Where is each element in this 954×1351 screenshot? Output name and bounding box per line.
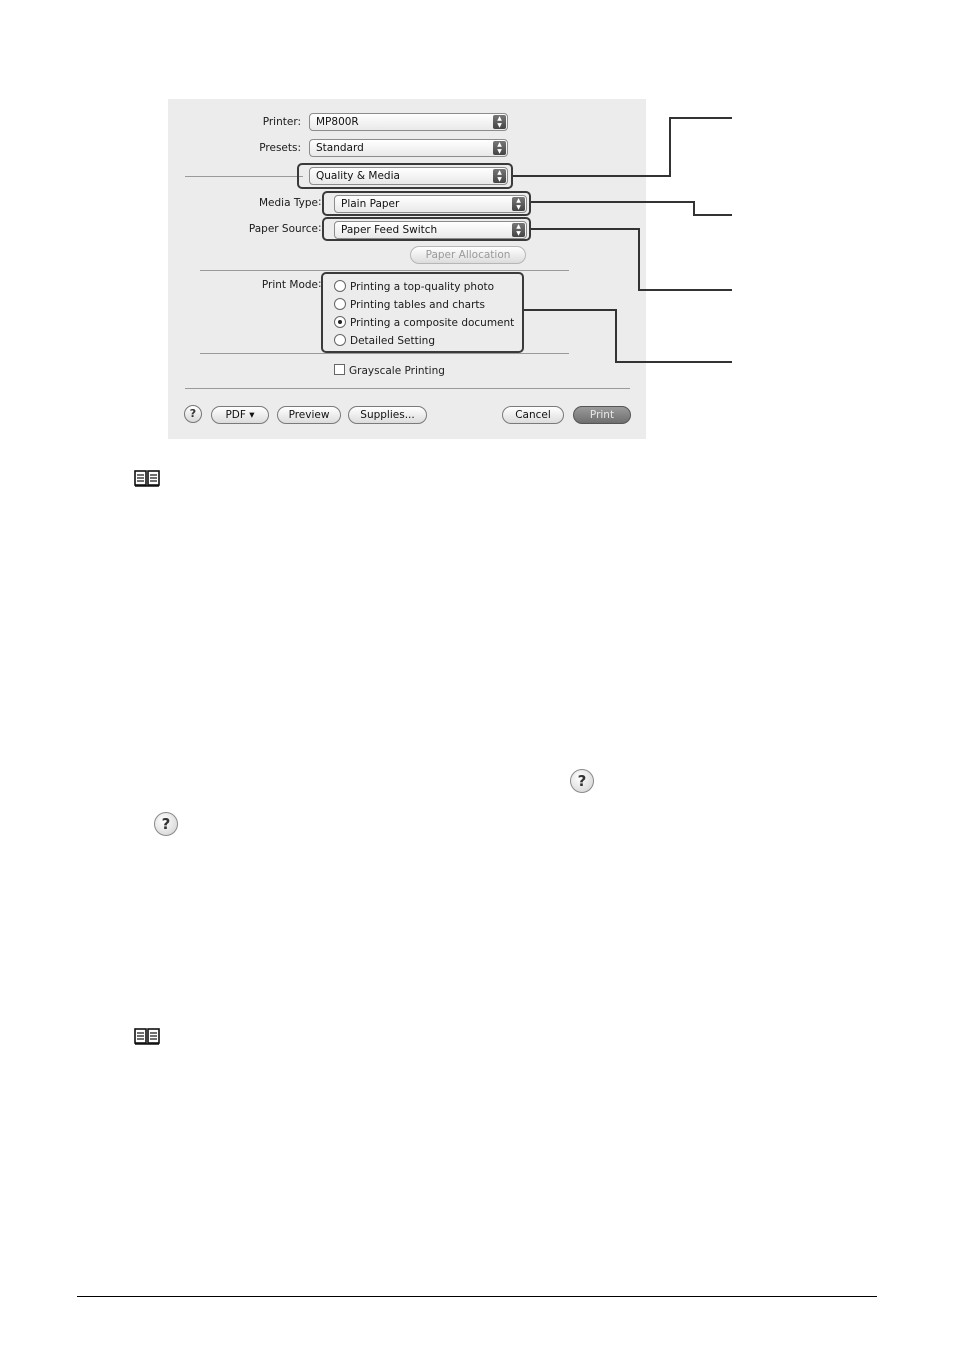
page-footer-rule [77,1296,877,1297]
checkbox-icon [334,364,345,375]
callout-line [513,175,670,177]
section-divider-bottom [200,353,569,354]
grayscale-label: Grayscale Printing [349,365,445,377]
callout-line [638,289,732,291]
popup-arrows-icon: ▲ ▼ [512,197,525,211]
radio-label: Detailed Setting [350,335,435,347]
pdf-button[interactable]: PDF ▾ [211,406,269,424]
paper-allocation-button[interactable]: Paper Allocation [410,246,526,264]
printer-value: MP800R [316,116,359,128]
panel-value: Quality & Media [316,170,400,182]
grayscale-checkbox[interactable] [334,364,445,377]
presets-popup[interactable] [309,139,508,157]
media-type-value: Plain Paper [341,198,400,210]
print-mode-highlight [321,272,524,353]
presets-label: Presets: [259,142,301,154]
media-type-label: Media Type [259,197,318,209]
radio-label: Printing a composite document [350,317,515,329]
panel-highlight [297,163,513,189]
cancel-button[interactable]: Cancel [502,406,564,424]
paper-source-value: Paper Feed Switch [341,224,438,236]
printer-popup[interactable] [309,113,508,131]
callout-line [669,117,732,119]
panel-divider-left [185,176,303,177]
callout-line [638,228,640,291]
callout-line [531,228,640,230]
callout-line [531,201,695,203]
popup-arrows-icon: ▲ ▼ [512,223,525,237]
paper-source-colon: : [318,222,322,234]
note-book-icon [134,470,160,487]
paper-source-highlight [322,217,531,241]
radio-label: Printing a top-quality photo [350,281,495,293]
media-type-highlight [322,191,531,216]
help-icon: ? [570,769,594,793]
supplies-button[interactable]: Supplies... [348,406,427,424]
print-button[interactable]: Print [573,406,631,424]
help-button[interactable]: ? [184,405,202,423]
media-type-colon: : [318,196,322,208]
popup-arrows-icon: ▲ ▼ [493,141,506,155]
callout-line [669,117,671,177]
printer-label: Printer: [262,116,301,128]
paper-source-label: Paper Source [248,223,318,235]
callout-line [524,309,617,311]
print-mode-colon: : [318,278,322,290]
preview-button[interactable]: Preview [277,406,341,424]
button-bar-divider [185,388,630,389]
help-icon: ? [154,812,178,836]
section-divider-top [200,270,569,271]
popup-arrows-icon: ▲ ▼ [493,115,506,129]
radio-label: Printing tables and charts [350,299,485,311]
callout-line [615,309,617,363]
note-book-icon [134,1028,160,1045]
print-mode-label: Print Mode [261,279,318,291]
presets-value: Standard [316,142,364,154]
callout-line [693,214,732,216]
popup-arrows-icon: ▲ ▼ [493,169,506,183]
callout-line [615,361,732,363]
